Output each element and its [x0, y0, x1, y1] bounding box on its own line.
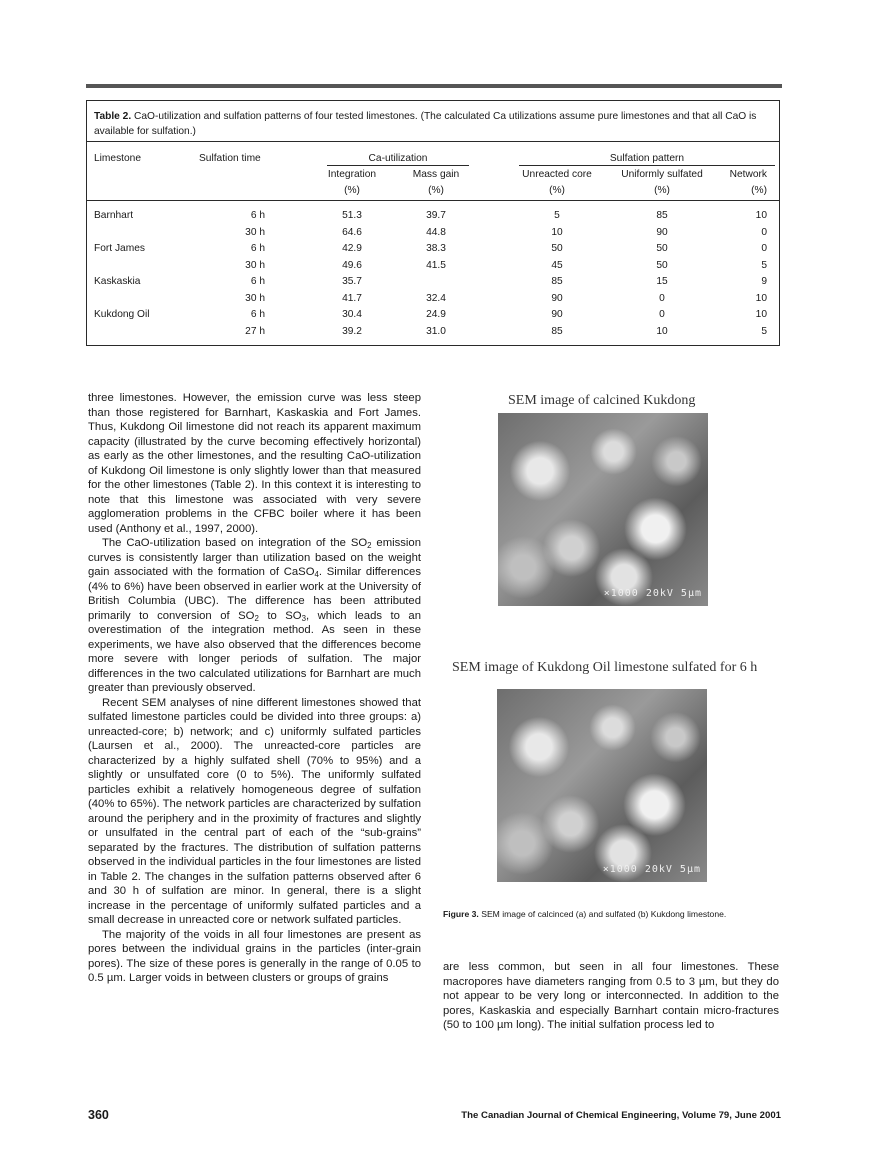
- table-cell-time: 30 h: [245, 226, 265, 238]
- table-cell-uniform: 85: [656, 210, 668, 221]
- right-column: [443, 960, 779, 1033]
- figure-caption-text: SEM image of calcinced (a) and sulfated (b) Kukdong limestone.: [481, 909, 727, 919]
- table-cell-integration: 35.7: [342, 276, 362, 287]
- left-paragraph-3: Recent SEM analyses of nine different limestones showed that sulfated limestone particles could be divided into three groups: a) unreacted-core; b) network; and c) uniformly sulfated particles (Laursen et al., 2000). The unreacted-core particles are characterized by a highly sulfated shell (70% to 95%) and a slightly or unsulfated core (0 to 5%). The uniformly sulfated particles exhibit a relatively homogeneous degree of sulfation (40% to 65%). The network particles are characterized by sulfation around the periphery and in the proximity of fractures and slightly or unsulfated in the central part of each of the “sub-grains” separated by the fractures. The distribution of sulfation patterns observed in the individual particles in the four limestones are listed in Table 2. The changes in the sulfation patterns observed after 6 and 30 h of sulfation are minor. In general, there is a slight increase in the percentage of uniformly sulfated particles and a small decrease in unreacted core or network sulfated particles.: [88, 696, 421, 926]
- header-unreacted-core: Unreacted core: [522, 169, 592, 180]
- table-cell-unreacted: 90: [551, 292, 563, 304]
- p2-part-a: The CaO-utilization based on integration of the SO: [102, 537, 368, 549]
- unit-mass-gain: (%): [428, 185, 444, 196]
- header-sulfation-pattern: Sulfation pattern: [609, 153, 685, 164]
- table-cell-integration: 51.3: [342, 210, 362, 221]
- table-cell-network: 9: [761, 276, 767, 287]
- unit-integration: (%): [344, 185, 360, 196]
- unit-unreacted: (%): [549, 185, 565, 196]
- table-cell-limestone: Kaskaskia: [94, 276, 141, 287]
- right-paragraph-1: are less common, but seen in all four limestones. These macropores have diameters ranging from 0.5 to 3 µm, but they do not appear to be very long or interconnected. In addition to the pores, Kaskaskia and especially Barnhart contain micro-fractures (50 to 100 µm long). The initial sulfation process led to: [443, 961, 779, 1031]
- table-cell-time: 6 h: [250, 210, 265, 221]
- table-cell-mass-gain: 32.4: [426, 292, 446, 304]
- sub-2b: 2: [254, 613, 259, 623]
- table-caption-text: CaO-utilization and sulfation patterns of four tested limestones. (The calculated Ca utilizations assume pure limestones and that all CaO is available for sulfation.): [94, 111, 757, 137]
- table-cell-limestone: Fort James: [94, 243, 145, 254]
- journal-footer: The Canadian Journal of Chemical Engineering, Volume 79, June 2001: [461, 1110, 781, 1121]
- left-column: [88, 391, 421, 986]
- table-cell-network: 10: [755, 210, 767, 221]
- sem-scale-a: ×1000 20kV 5µm: [603, 588, 702, 599]
- table-cell-integration: 64.6: [342, 226, 362, 238]
- table-cell-network: 0: [761, 226, 767, 238]
- table-cell-mass-gain: 24.9: [426, 309, 446, 320]
- p2-part-c: . Similar differences (4% to 6%) have been observed in earlier work at the University of British Columbia (UBC). The difference has been attributed primarily to conversion of SO: [88, 566, 421, 622]
- figure-caption: [443, 908, 783, 920]
- table-cell-mass-gain: 31.0: [426, 325, 446, 337]
- table-label: Table 2.: [94, 111, 132, 122]
- header-ca-utilization: Ca-utilization: [368, 153, 428, 164]
- header-sulfation-time: Sulfation time: [199, 153, 261, 164]
- table-caption: [94, 109, 774, 139]
- table-cell-unreacted: 85: [551, 276, 563, 287]
- p2-part-b: emission curves is consistently larger than utilization based on the weight gain associated with the formation of CaSO: [88, 537, 422, 578]
- table-cell-network: 5: [761, 259, 767, 271]
- table-cell-uniform: 0: [659, 292, 665, 304]
- table-cell-unreacted: 10: [551, 226, 563, 238]
- header-mass-gain: Mass gain: [412, 169, 460, 180]
- table-cell-uniform: 10: [656, 325, 668, 337]
- table-rule-header: [87, 200, 779, 201]
- table-cell-time: 30 h: [245, 259, 265, 271]
- table-cell-unreacted: 5: [554, 210, 560, 221]
- table-cell-integration: 30.4: [342, 309, 362, 320]
- table-cell-time: 6 h: [250, 276, 265, 287]
- table-cell-uniform: 15: [656, 276, 668, 287]
- table-cell-mass-gain: 41.5: [426, 259, 446, 271]
- unit-uniform: (%): [654, 185, 670, 196]
- table-cell-time: 6 h: [250, 309, 265, 320]
- table-cell-time: 30 h: [245, 292, 265, 304]
- ca-util-rule: [327, 165, 469, 166]
- table-cell-network: 10: [755, 309, 767, 320]
- table-2: [86, 100, 780, 346]
- figure-label-a: SEM image of calcined Kukdong: [508, 393, 696, 408]
- figure-caption-label: Figure 3.: [443, 909, 479, 919]
- table-cell-uniform: 50: [656, 243, 668, 254]
- table-cell-integration: 41.7: [342, 292, 362, 304]
- p2-part-e: , which leads to an overestimation of the integration method. As seen in these experiments, we have also observed that the differences become more severe with longer periods of sulfation. The major differences in the two calculated utilizations for Barnhart are much greater than previously observed.: [88, 609, 421, 694]
- table-cell-unreacted: 50: [551, 243, 563, 254]
- table-cell-uniform: 50: [656, 259, 668, 271]
- table-cell-integration: 39.2: [342, 325, 362, 337]
- sub-3: 3: [301, 613, 306, 623]
- table-cell-unreacted: 45: [551, 259, 563, 271]
- table-cell-unreacted: 85: [551, 325, 563, 337]
- table-cell-limestone: Barnhart: [94, 210, 134, 221]
- table-cell-network: 5: [761, 325, 767, 337]
- sub-4: 4: [314, 569, 319, 579]
- sem-image-calcined: [498, 413, 708, 606]
- table-cell-unreacted: 90: [551, 309, 563, 320]
- sulf-pattern-rule: [519, 165, 775, 166]
- table-cell-network: 10: [755, 292, 767, 304]
- table-cell-mass-gain: 39.7: [426, 210, 446, 221]
- unit-network: (%): [751, 185, 767, 196]
- figure-label-b: SEM image of Kukdong Oil limestone sulfated for 6 h: [452, 660, 758, 675]
- table-cell-integration: 42.9: [342, 243, 362, 254]
- table-cell-limestone: Kukdong Oil: [94, 309, 150, 320]
- sub-2a: 2: [367, 540, 372, 550]
- left-paragraph-4: The majority of the voids in all four limestones are present as pores between the individual grains in the particles (inter-grain pores). The size of these pores is generally in the range of 0.05 to 0.5 µm. Larger voids in between clusters or groups of grains: [88, 928, 421, 984]
- left-paragraph-1: three limestones. However, the emission curve was less steep than those registered for Barnhart, Kaskaskia and Fort James. Thus, Kukdong Oil limestone did not reach its apparent maximum capacity (illustrated by the curve becoming effectively horizontal) as early as the other limestones, and the resulting CaO-utilization of Kukdong Oil limestone is only slightly lower than that measured for the other limestones (Table 2). In this context it is interesting to note that this limestone was associated with very severe agglomeration problems in the CFBC boiler where it has been used (Anthony et al., 1997, 2000).: [88, 392, 421, 535]
- header-network: Network: [729, 169, 767, 180]
- table-cell-time: 6 h: [250, 243, 265, 254]
- table-cell-time: 27 h: [245, 325, 265, 337]
- header-integration: Integration: [327, 169, 377, 180]
- table-cell-uniform: 0: [659, 309, 665, 320]
- sem-scale-b: ×1000 20kV 5µm: [602, 864, 701, 875]
- table-cell-integration: 49.6: [342, 259, 362, 271]
- left-paragraph-2: [88, 536, 421, 696]
- page-number: 360: [88, 1108, 109, 1122]
- table-cell-mass-gain: 38.3: [426, 243, 446, 254]
- header-uniformly-sulfated: Uniformly sulfated: [621, 169, 703, 180]
- table-cell-uniform: 90: [656, 226, 668, 238]
- table-cell-network: 0: [761, 243, 767, 254]
- table-cell-mass-gain: 44.8: [426, 226, 446, 238]
- top-rule: [86, 84, 782, 88]
- table-rule-top: [87, 141, 779, 142]
- header-limestone: Limestone: [94, 153, 142, 164]
- sem-image-sulfated: [497, 689, 707, 882]
- p2-part-d: to SO: [258, 609, 302, 622]
